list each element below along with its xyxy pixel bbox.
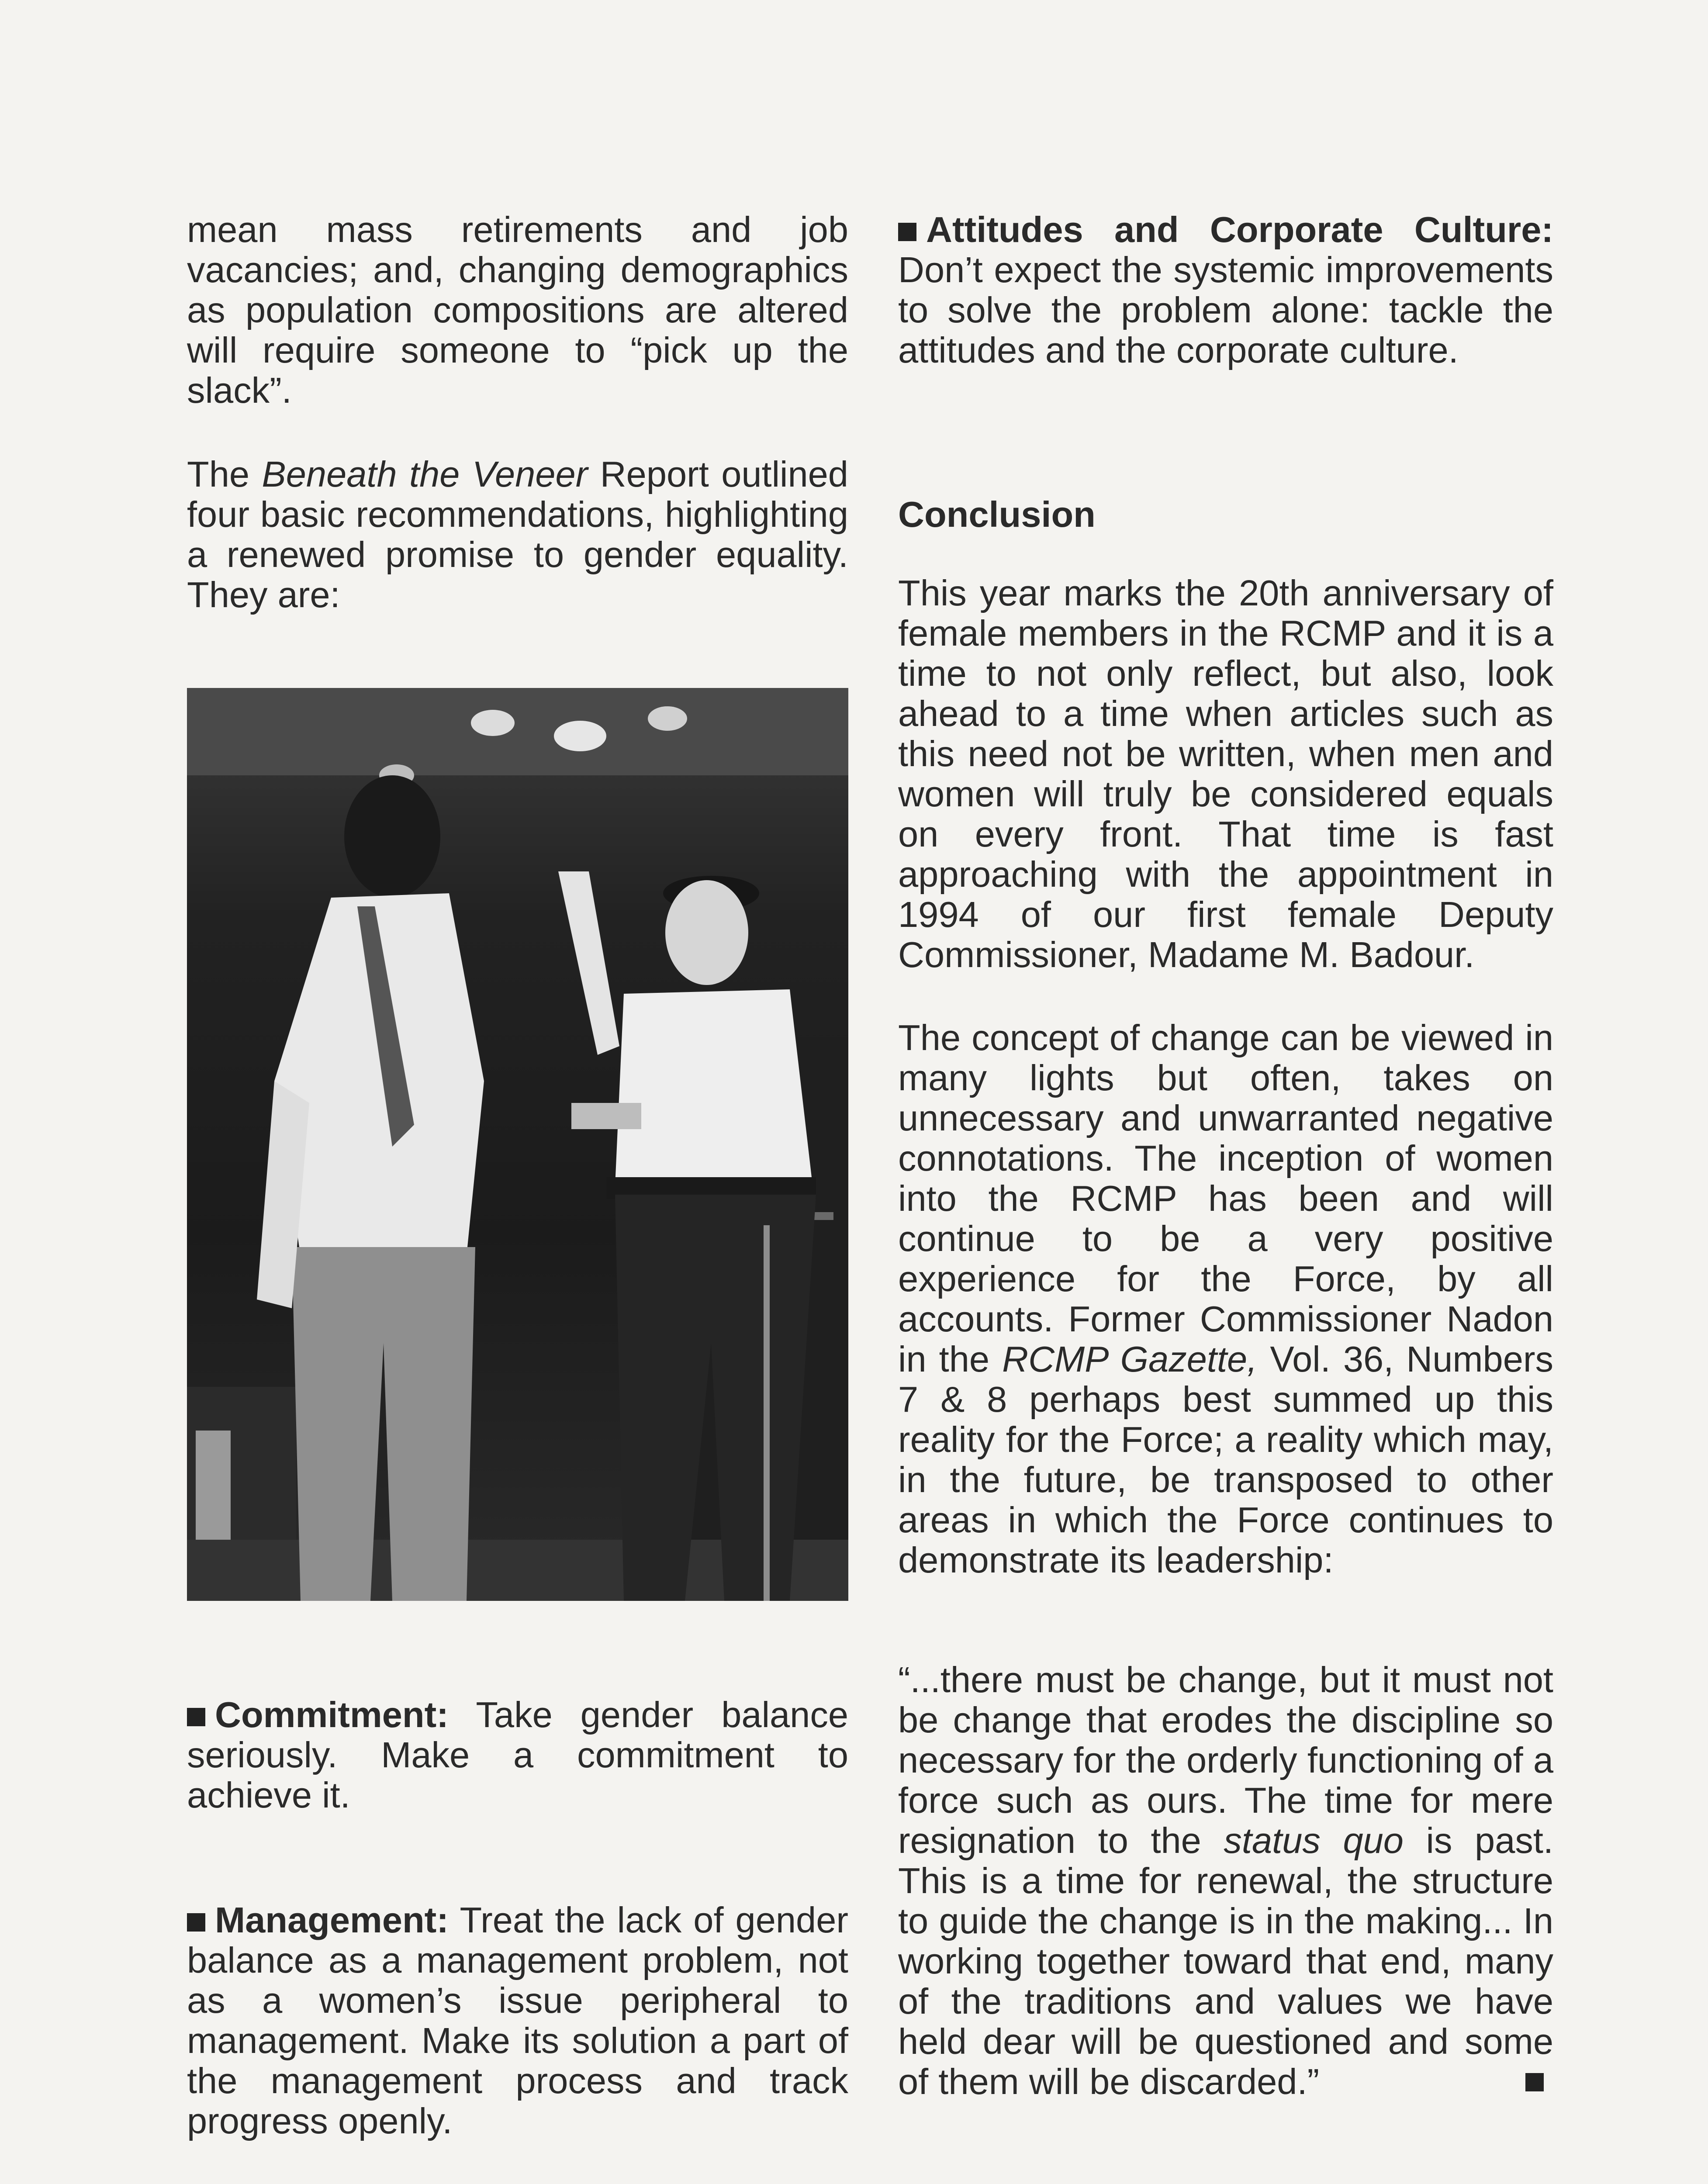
bullet-attitudes: Attitudes and Corporate Culture: Don’t expect the systemic improvements to solve the problem alone: tackle the attitudes and the corporate culture.: [898, 209, 1553, 370]
paragraph-intro: mean mass retirements and job vacancies; and, changing demographics as population compositions are altered will require someone to “pick up the slack”.: [187, 209, 848, 411]
bullet-commitment: Commitment: Take gender balance seriously. Make a commitment to achieve it.: [187, 1694, 848, 1815]
paragraph-conclusion-1: This year marks the 20th anniversary of female members in the RCMP and it is a time to not only reflect, but also, look ahead to a time when articles such as this need not be written, when men and women will truly be considered equals on every front. That time is fast approaching with the appointment in 1994 of our first female Deputy Commissioner, Madame M. Badour.: [898, 573, 1553, 975]
bullet-square-icon: [187, 1708, 205, 1726]
photo-officer-conversation: [187, 688, 848, 1601]
bullet-management: Management: Treat the lack of gender balance as a management problem, not as a women’s issue peripheral to management. Make its solution a part of the management process and track progress openly.: [187, 1900, 848, 2141]
quote-paragraph: “...there must be change, but it must not be change that erodes the discipline so necessary for the orderly functioning of a force such as ours. The time for mere resignation to the status quo is past. This is a time for renewal, the structure to guide the change is in the making... In working together toward that end, many of the traditions and values we have held dear will be questioned and some of them will be discarded.”: [898, 1659, 1553, 2102]
paragraph-report: The Beneath the Veneer Report outlined four basic recommendations, highlighting a renewed promise to gender equality. They are:: [187, 454, 848, 615]
bullet-square-icon: [187, 1913, 205, 1932]
paragraph-conclusion-2: The concept of change can be viewed in many lights but often, takes on unnecessary and unwarranted negative connotations. The inception of women into the RCMP has been and will continue to be a very positive experience for the Force, by all accounts. Former Commissioner Nadon in the RCMP Gazette, Vol. 36, Numbers 7 & 8 perhaps best summed up this reality for the Force; a reality which may, in the future, be transposed to other areas in which the Force continues to demonstrate its leadership:: [898, 1017, 1553, 1580]
conclusion-heading: Conclusion: [898, 494, 1096, 535]
end-mark-icon: [1525, 2073, 1544, 2091]
bullet-square-icon: [898, 223, 916, 241]
photo-illustration: [187, 688, 848, 1601]
